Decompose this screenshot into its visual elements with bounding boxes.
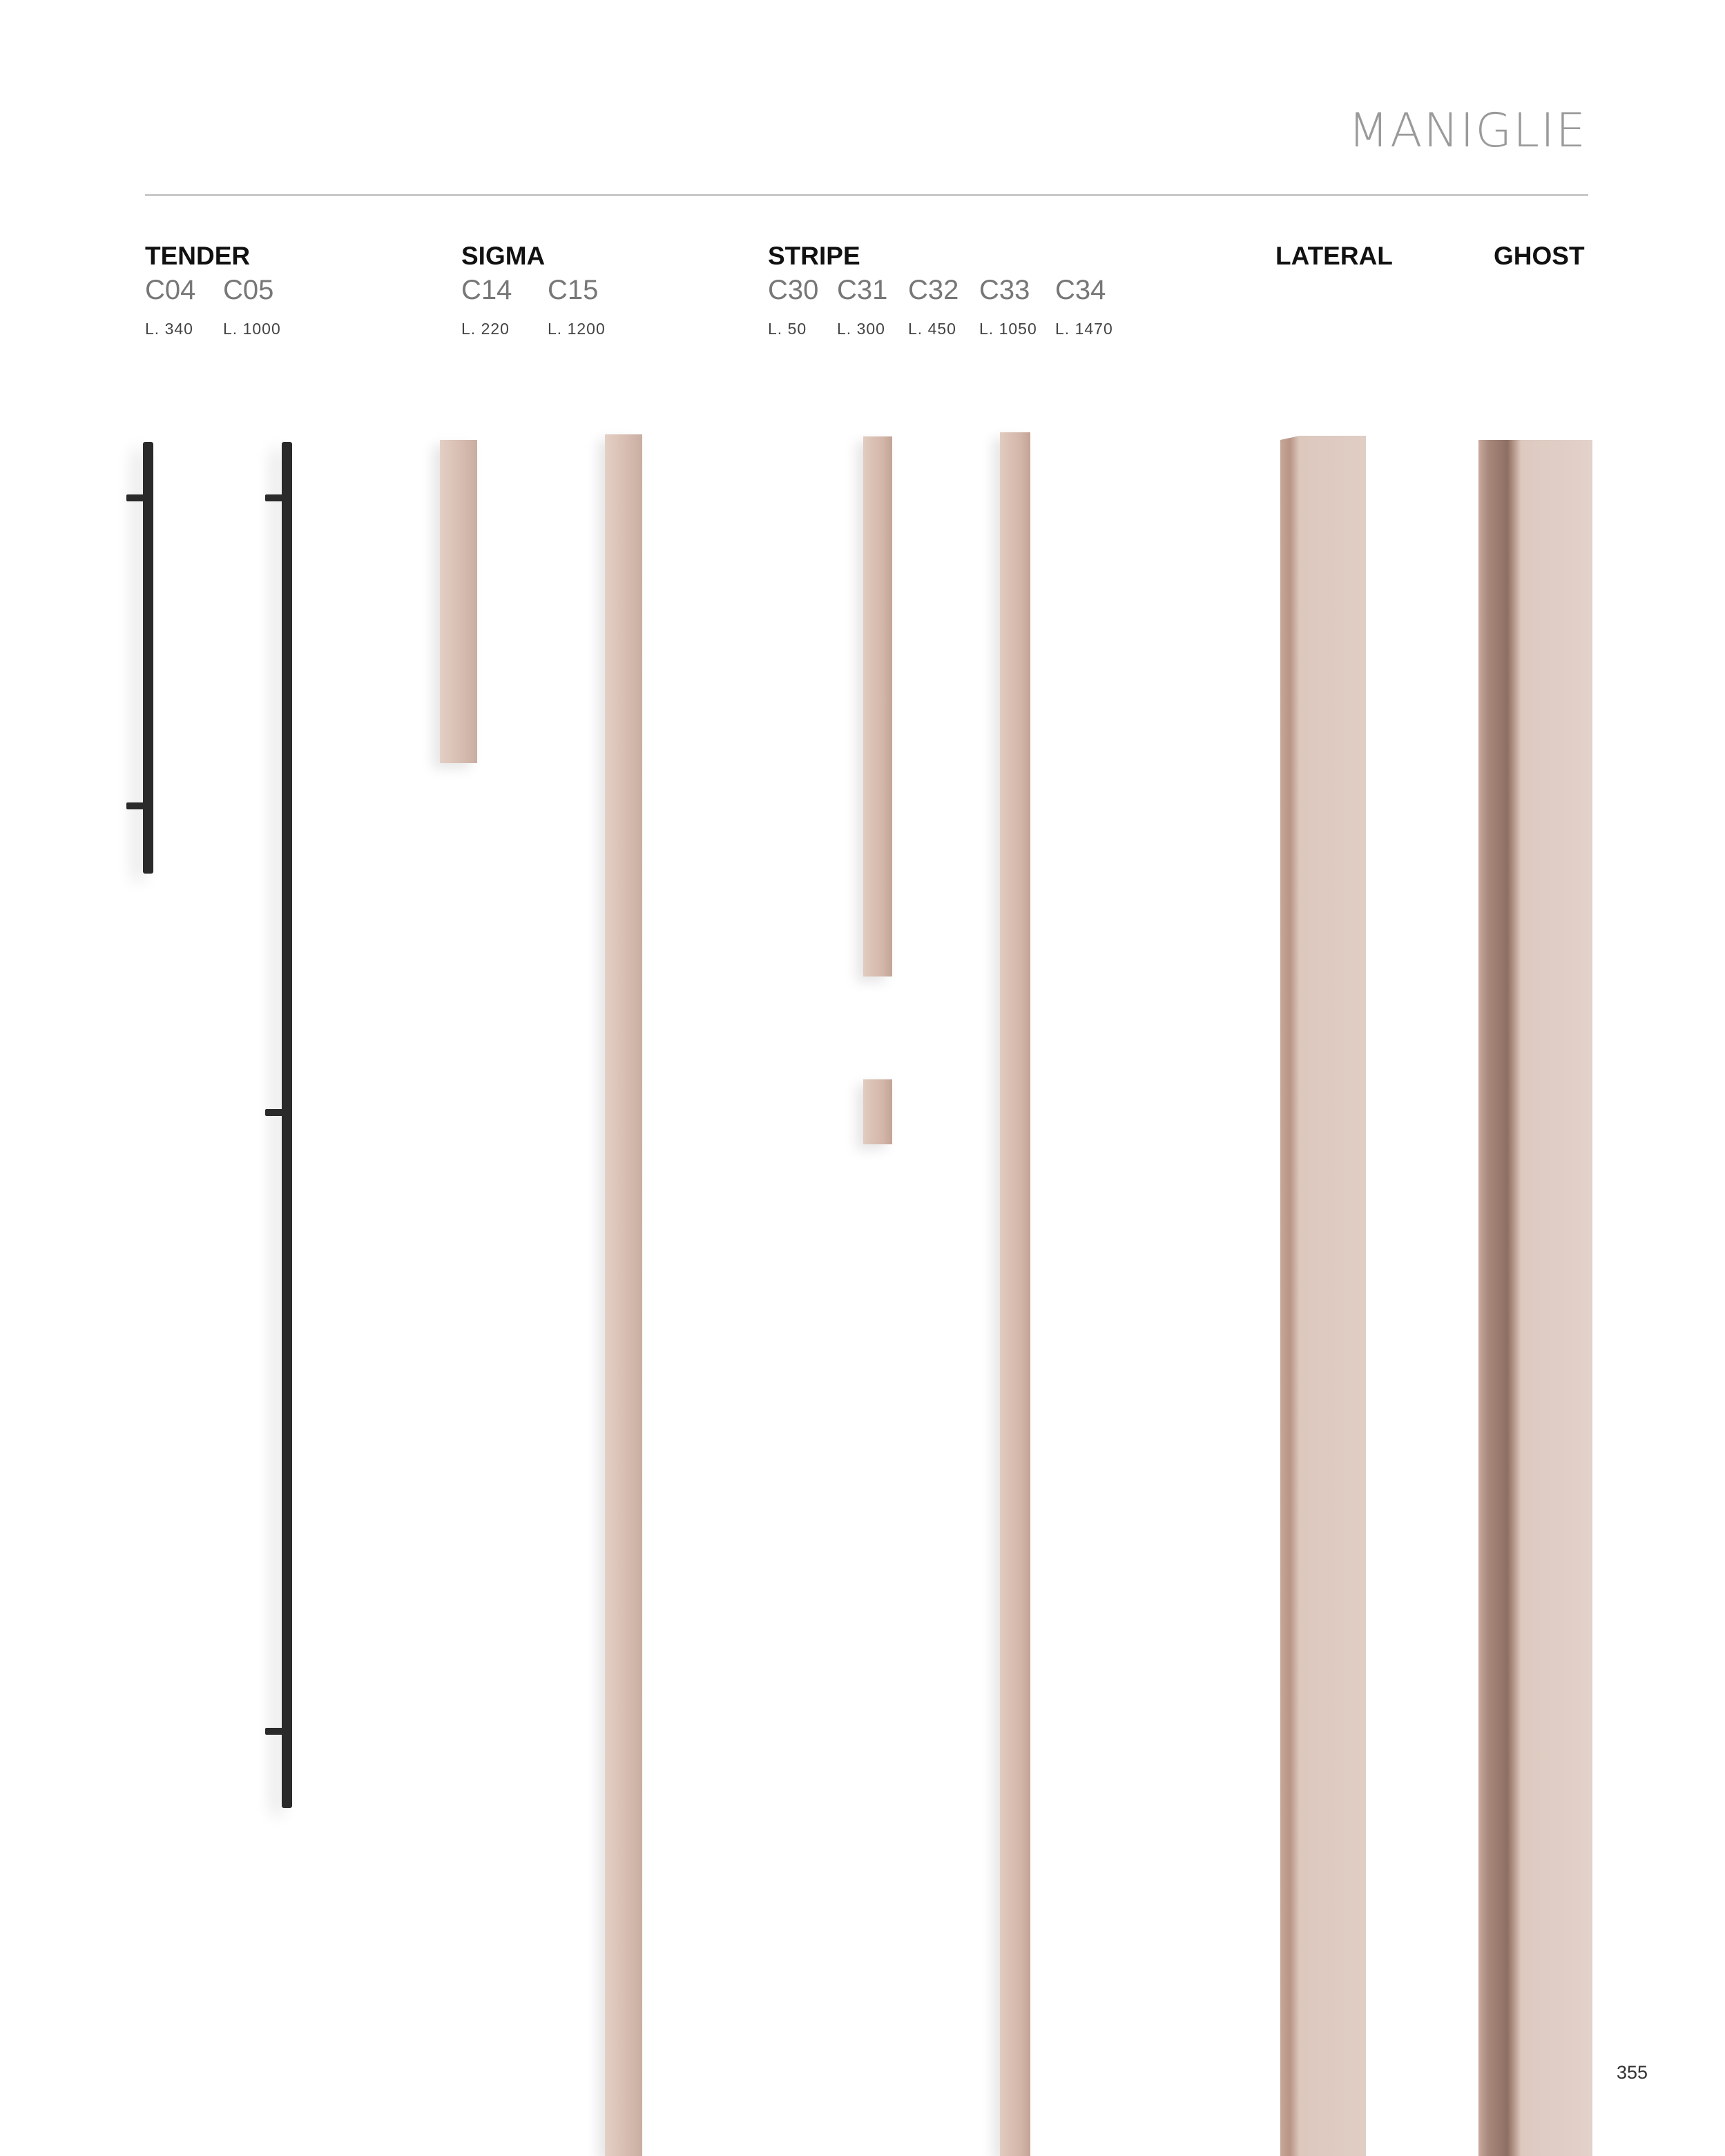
model-code-c34: C34 [1055, 275, 1106, 305]
model-code-c31: C31 [837, 275, 888, 305]
model-code-c15: C15 [548, 275, 599, 305]
stripe-c31-handle [863, 436, 892, 976]
title-divider [145, 194, 1588, 196]
page-title: MANIGLIE [1348, 104, 1587, 158]
tender-c05-post-bottom [265, 1728, 283, 1735]
model-code-c05: C05 [223, 275, 274, 305]
group-title-sigma: SIGMA [461, 242, 546, 270]
sigma-c15-handle [605, 434, 642, 2156]
model-code-c14: C14 [461, 275, 512, 305]
stripe-c30-handle [863, 1079, 892, 1144]
model-length-c34: L. 1470 [1055, 320, 1113, 338]
model-length-c31: L. 300 [837, 320, 885, 338]
group-title-ghost: GHOST [1494, 242, 1585, 270]
model-code-c04: C04 [145, 275, 196, 305]
lateral-profile [1280, 436, 1366, 2156]
model-length-c15: L. 1200 [548, 320, 606, 338]
model-length-c05: L. 1000 [223, 320, 281, 338]
page-number: 355 [1616, 2062, 1648, 2083]
tender-c04-handle [143, 442, 153, 874]
model-length-c30: L. 50 [768, 320, 807, 338]
group-title-stripe: STRIPE [768, 242, 860, 270]
group-title-lateral: LATERAL [1275, 242, 1393, 270]
tender-c04-post-bottom [126, 802, 144, 809]
model-code-c32: C32 [908, 275, 959, 305]
model-code-c30: C30 [768, 275, 819, 305]
model-length-c32: L. 450 [908, 320, 956, 338]
sigma-c14-handle [440, 440, 477, 763]
model-length-c04: L. 340 [145, 320, 193, 338]
model-length-c33: L. 1050 [979, 320, 1037, 338]
tender-c05-post-top [265, 494, 283, 501]
tender-c05-post-mid [265, 1109, 283, 1116]
model-code-c33: C33 [979, 275, 1030, 305]
stripe-c34-handle [1000, 432, 1030, 2156]
model-length-c14: L. 220 [461, 320, 510, 338]
ghost-profile [1478, 440, 1592, 2156]
group-title-tender: TENDER [145, 242, 251, 270]
tender-c04-post-top [126, 494, 144, 501]
tender-c05-handle [282, 442, 292, 1808]
